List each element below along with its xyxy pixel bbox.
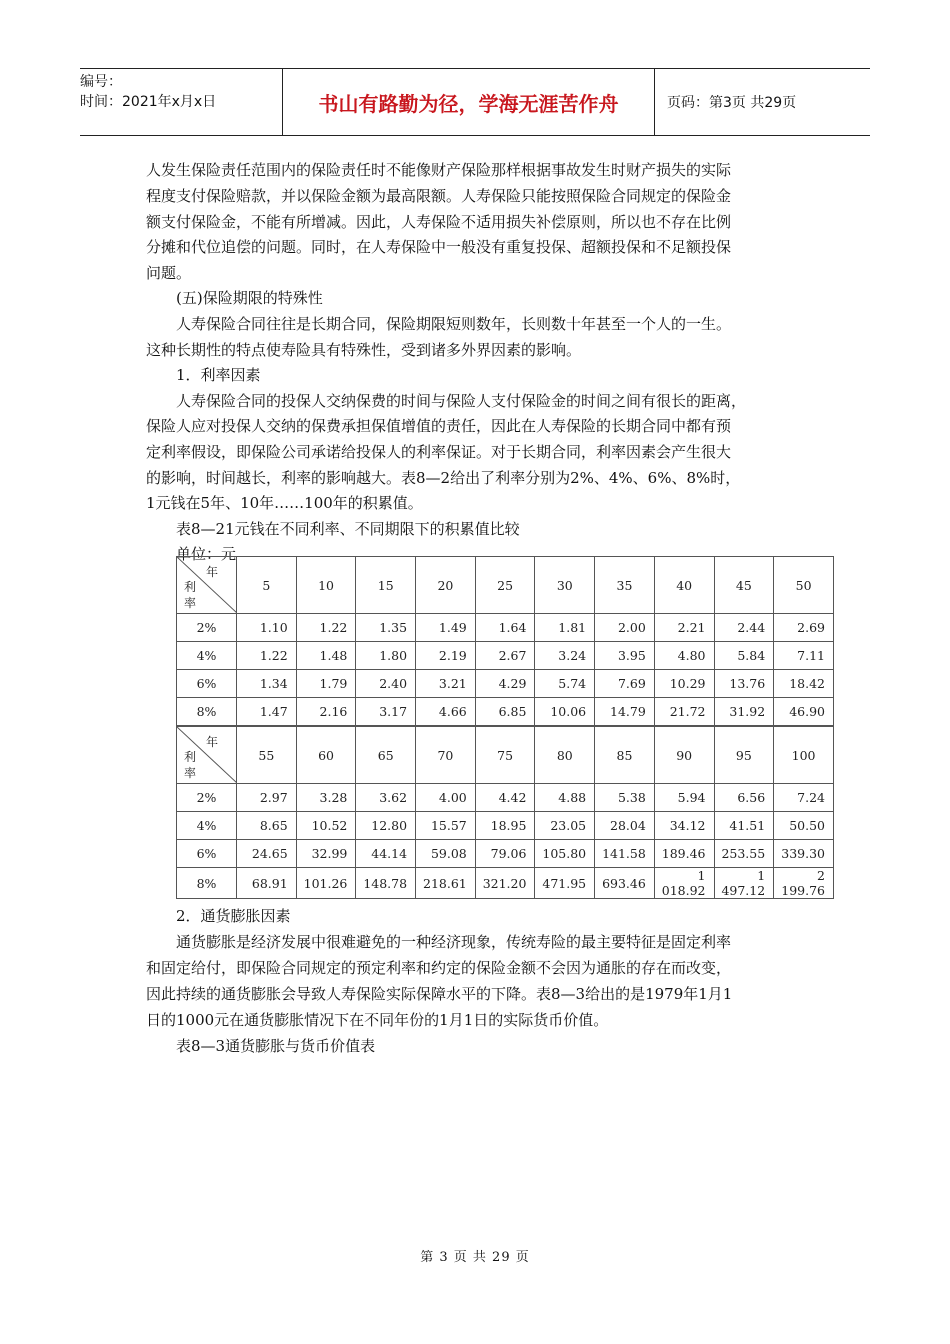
value-cell: 2.44 (714, 614, 774, 642)
value-cell: 23.05 (535, 812, 595, 840)
year-header: 85 (595, 727, 655, 784)
paragraph-line: 保险人应对投保人交纳的保费承担保值增值的责任，因此在人寿保险的长期合同中都有预 (146, 417, 732, 435)
header-motto: 书山有路勤为径，学海无涯苦作舟 (283, 69, 655, 135)
table-row (177, 670, 834, 698)
header-meta (80, 69, 283, 135)
header-page-info: 页码：第3页 共29页 (667, 95, 797, 111)
corner-rate-label: 利率 (183, 750, 196, 780)
year-header: 35 (595, 557, 655, 614)
value-cell: 4.66 (416, 698, 476, 726)
value-cell: 339.30 (774, 840, 834, 868)
paragraph-line: 人寿保险合同往往是长期合同，保险期限短则数年，长则数十年甚至一个人的一生。 (176, 315, 732, 333)
value-cell: 31.92 (714, 698, 774, 726)
year-header: 90 (654, 727, 714, 784)
corner-year-label: 年 (205, 565, 218, 579)
value-cell: 46.90 (774, 698, 834, 726)
value-cell: 105.80 (535, 840, 595, 868)
paragraph-line: 这种长期性的特点使寿险具有特殊性，受到诸多外界因素的影响。 (146, 341, 582, 359)
value-cell: 3.62 (356, 784, 416, 812)
accumulation-table-block2 (176, 726, 834, 899)
table-header-row (177, 557, 834, 614)
table3-caption: 表8—3通货膨胀与货币价值表 (176, 1037, 376, 1055)
value-cell: 59.08 (416, 840, 476, 868)
value-cell: 1.49 (416, 614, 476, 642)
value-cell: 2.00 (595, 614, 655, 642)
value-cell: 693.46 (595, 868, 655, 899)
value-cell: 1.35 (356, 614, 416, 642)
value-cell: 15.57 (416, 812, 476, 840)
paragraph-line: 人发生保险责任范围内的保险责任时不能像财产保险那样根据事故发生时财产损失的实际 (146, 161, 732, 179)
paragraph-line: 额支付保险金，不能有所增减。因此，人寿保险不适用损失补偿原则，所以也不存在比例 (146, 213, 732, 231)
value-cell: 14.79 (595, 698, 655, 726)
value-cell: 4.80 (654, 642, 714, 670)
value-cell: 10.29 (654, 670, 714, 698)
value-cell: 32.99 (296, 840, 356, 868)
table-row (177, 784, 834, 812)
value-cell: 2 199.76 (774, 868, 834, 899)
value-cell: 6.56 (714, 784, 774, 812)
paragraph-line: 的影响，时间越长，利率的影响越大。表8—2给出了利率分别为2%、4%、6%、8%时， (146, 469, 741, 487)
year-header: 100 (774, 727, 834, 784)
year-header: 75 (475, 727, 535, 784)
value-cell: 10.52 (296, 812, 356, 840)
rate-cell: 8% (177, 698, 237, 726)
value-cell: 189.46 (654, 840, 714, 868)
value-cell: 50.50 (774, 812, 834, 840)
year-header: 65 (356, 727, 416, 784)
value-cell: 79.06 (475, 840, 535, 868)
value-cell: 7.69 (595, 670, 655, 698)
table-row (177, 868, 834, 899)
paragraph-line: 人寿保险合同的投保人交纳保费的时间与保险人支付保险金的时间之间有很长的距离， (176, 392, 747, 410)
value-cell: 141.58 (595, 840, 655, 868)
year-header: 45 (714, 557, 774, 614)
year-header: 30 (535, 557, 595, 614)
value-cell: 2.40 (356, 670, 416, 698)
value-cell: 68.91 (237, 868, 297, 899)
rate-cell: 6% (177, 840, 237, 868)
table-row (177, 840, 834, 868)
year-header: 95 (714, 727, 774, 784)
table-row (177, 614, 834, 642)
value-cell: 5.74 (535, 670, 595, 698)
paragraph-line: 和固定给付，即保险合同规定的预定利率和约定的保险金额不会因为通胀的存在而改变， (146, 959, 732, 977)
rate-cell: 4% (177, 642, 237, 670)
value-cell: 1.10 (237, 614, 297, 642)
paragraph-line: 1元钱在5年、10年……100年的积累值。 (146, 494, 423, 512)
paragraph-line: 定利率假设，即保险公司承诺给投保人的利率保证。对于长期合同，利率因素会产生很大 (146, 443, 732, 461)
value-cell: 1.81 (535, 614, 595, 642)
value-cell: 6.85 (475, 698, 535, 726)
header-time: 时间：2021年x月x日 (80, 94, 217, 110)
value-cell: 1.47 (237, 698, 297, 726)
year-header: 60 (296, 727, 356, 784)
value-cell: 321.20 (475, 868, 535, 899)
section-heading: (五)保险期限的特殊性 (176, 289, 323, 307)
subheading-inflation: 2．通货膨胀因素 (176, 907, 291, 925)
value-cell: 13.76 (714, 670, 774, 698)
rate-cell: 6% (177, 670, 237, 698)
value-cell: 21.72 (654, 698, 714, 726)
value-cell: 101.26 (296, 868, 356, 899)
value-cell: 1 497.12 (714, 868, 774, 899)
paragraph-line: 因此持续的通货膨胀会导致人寿保险实际保障水平的下降。表8—3给出的是1979年1月1 (146, 985, 733, 1003)
value-cell: 10.06 (535, 698, 595, 726)
value-cell: 1.22 (237, 642, 297, 670)
table-row (177, 642, 834, 670)
value-cell: 2.21 (654, 614, 714, 642)
value-cell: 1.79 (296, 670, 356, 698)
table-row (177, 698, 834, 726)
table-row (177, 812, 834, 840)
value-cell: 41.51 (714, 812, 774, 840)
value-cell: 3.95 (595, 642, 655, 670)
value-cell: 4.29 (475, 670, 535, 698)
value-cell: 471.95 (535, 868, 595, 899)
year-header: 80 (535, 727, 595, 784)
value-cell: 5.38 (595, 784, 655, 812)
year-header: 50 (774, 557, 834, 614)
table-unit: 单位：元 (176, 545, 237, 563)
paragraph-line: 日的1000元在通货膨胀情况下在不同年份的1月1日的实际货币价值。 (146, 1011, 609, 1029)
page-footer: 第 3 页 共 29 页 (420, 1250, 530, 1265)
value-cell: 12.80 (356, 812, 416, 840)
page-header (80, 68, 870, 136)
paragraph-line: 问题。 (146, 264, 192, 282)
value-cell: 3.21 (416, 670, 476, 698)
value-cell: 4.00 (416, 784, 476, 812)
value-cell: 7.11 (774, 642, 834, 670)
value-cell: 18.42 (774, 670, 834, 698)
year-header: 15 (356, 557, 416, 614)
paragraph-line: 通货膨胀是经济发展中很难避免的一种经济现象，传统寿险的最主要特征是固定利率 (176, 933, 732, 951)
year-header: 25 (475, 557, 535, 614)
value-cell: 4.88 (535, 784, 595, 812)
value-cell: 24.65 (237, 840, 297, 868)
value-cell: 28.04 (595, 812, 655, 840)
table-corner-cell (177, 557, 237, 614)
rate-cell: 2% (177, 614, 237, 642)
year-header: 40 (654, 557, 714, 614)
value-cell: 2.69 (774, 614, 834, 642)
corner-rate-label: 利率 (183, 580, 196, 610)
paragraph-line: 程度支付保险赔款，并以保险金额为最高限额。人寿保险只能按照保险合同规定的保险金 (146, 187, 732, 205)
table-header-row (177, 727, 834, 784)
value-cell: 1.22 (296, 614, 356, 642)
value-cell: 2.67 (475, 642, 535, 670)
value-cell: 1.34 (237, 670, 297, 698)
value-cell: 5.84 (714, 642, 774, 670)
table-caption: 表8—21元钱在不同利率、不同期限下的积累值比较 (176, 520, 520, 538)
value-cell: 1 018.92 (654, 868, 714, 899)
header-number: 编号： (80, 74, 122, 90)
value-cell: 218.61 (416, 868, 476, 899)
value-cell: 148.78 (356, 868, 416, 899)
value-cell: 18.95 (475, 812, 535, 840)
subheading-rate: 1．利率因素 (176, 366, 261, 384)
value-cell: 44.14 (356, 840, 416, 868)
paragraph-line: 分摊和代位追偿的问题。同时，在人寿保险中一般没有重复投保、超额投保和不足额投保 (146, 238, 732, 256)
value-cell: 3.28 (296, 784, 356, 812)
accumulation-table-block1 (176, 556, 834, 726)
value-cell: 8.65 (237, 812, 297, 840)
value-cell: 3.24 (535, 642, 595, 670)
value-cell: 253.55 (714, 840, 774, 868)
value-cell: 2.16 (296, 698, 356, 726)
value-cell: 3.17 (356, 698, 416, 726)
value-cell: 1.80 (356, 642, 416, 670)
value-cell: 34.12 (654, 812, 714, 840)
year-header: 10 (296, 557, 356, 614)
rate-cell: 2% (177, 784, 237, 812)
year-header: 70 (416, 727, 476, 784)
value-cell: 4.42 (475, 784, 535, 812)
year-header: 5 (237, 557, 297, 614)
value-cell: 7.24 (774, 784, 834, 812)
rate-cell: 8% (177, 868, 237, 899)
value-cell: 2.19 (416, 642, 476, 670)
value-cell: 1.64 (475, 614, 535, 642)
table-corner-cell (177, 727, 237, 784)
value-cell: 5.94 (654, 784, 714, 812)
corner-year-label: 年 (205, 735, 218, 749)
year-header: 55 (237, 727, 297, 784)
year-header: 20 (416, 557, 476, 614)
value-cell: 2.97 (237, 784, 297, 812)
value-cell: 1.48 (296, 642, 356, 670)
rate-cell: 4% (177, 812, 237, 840)
